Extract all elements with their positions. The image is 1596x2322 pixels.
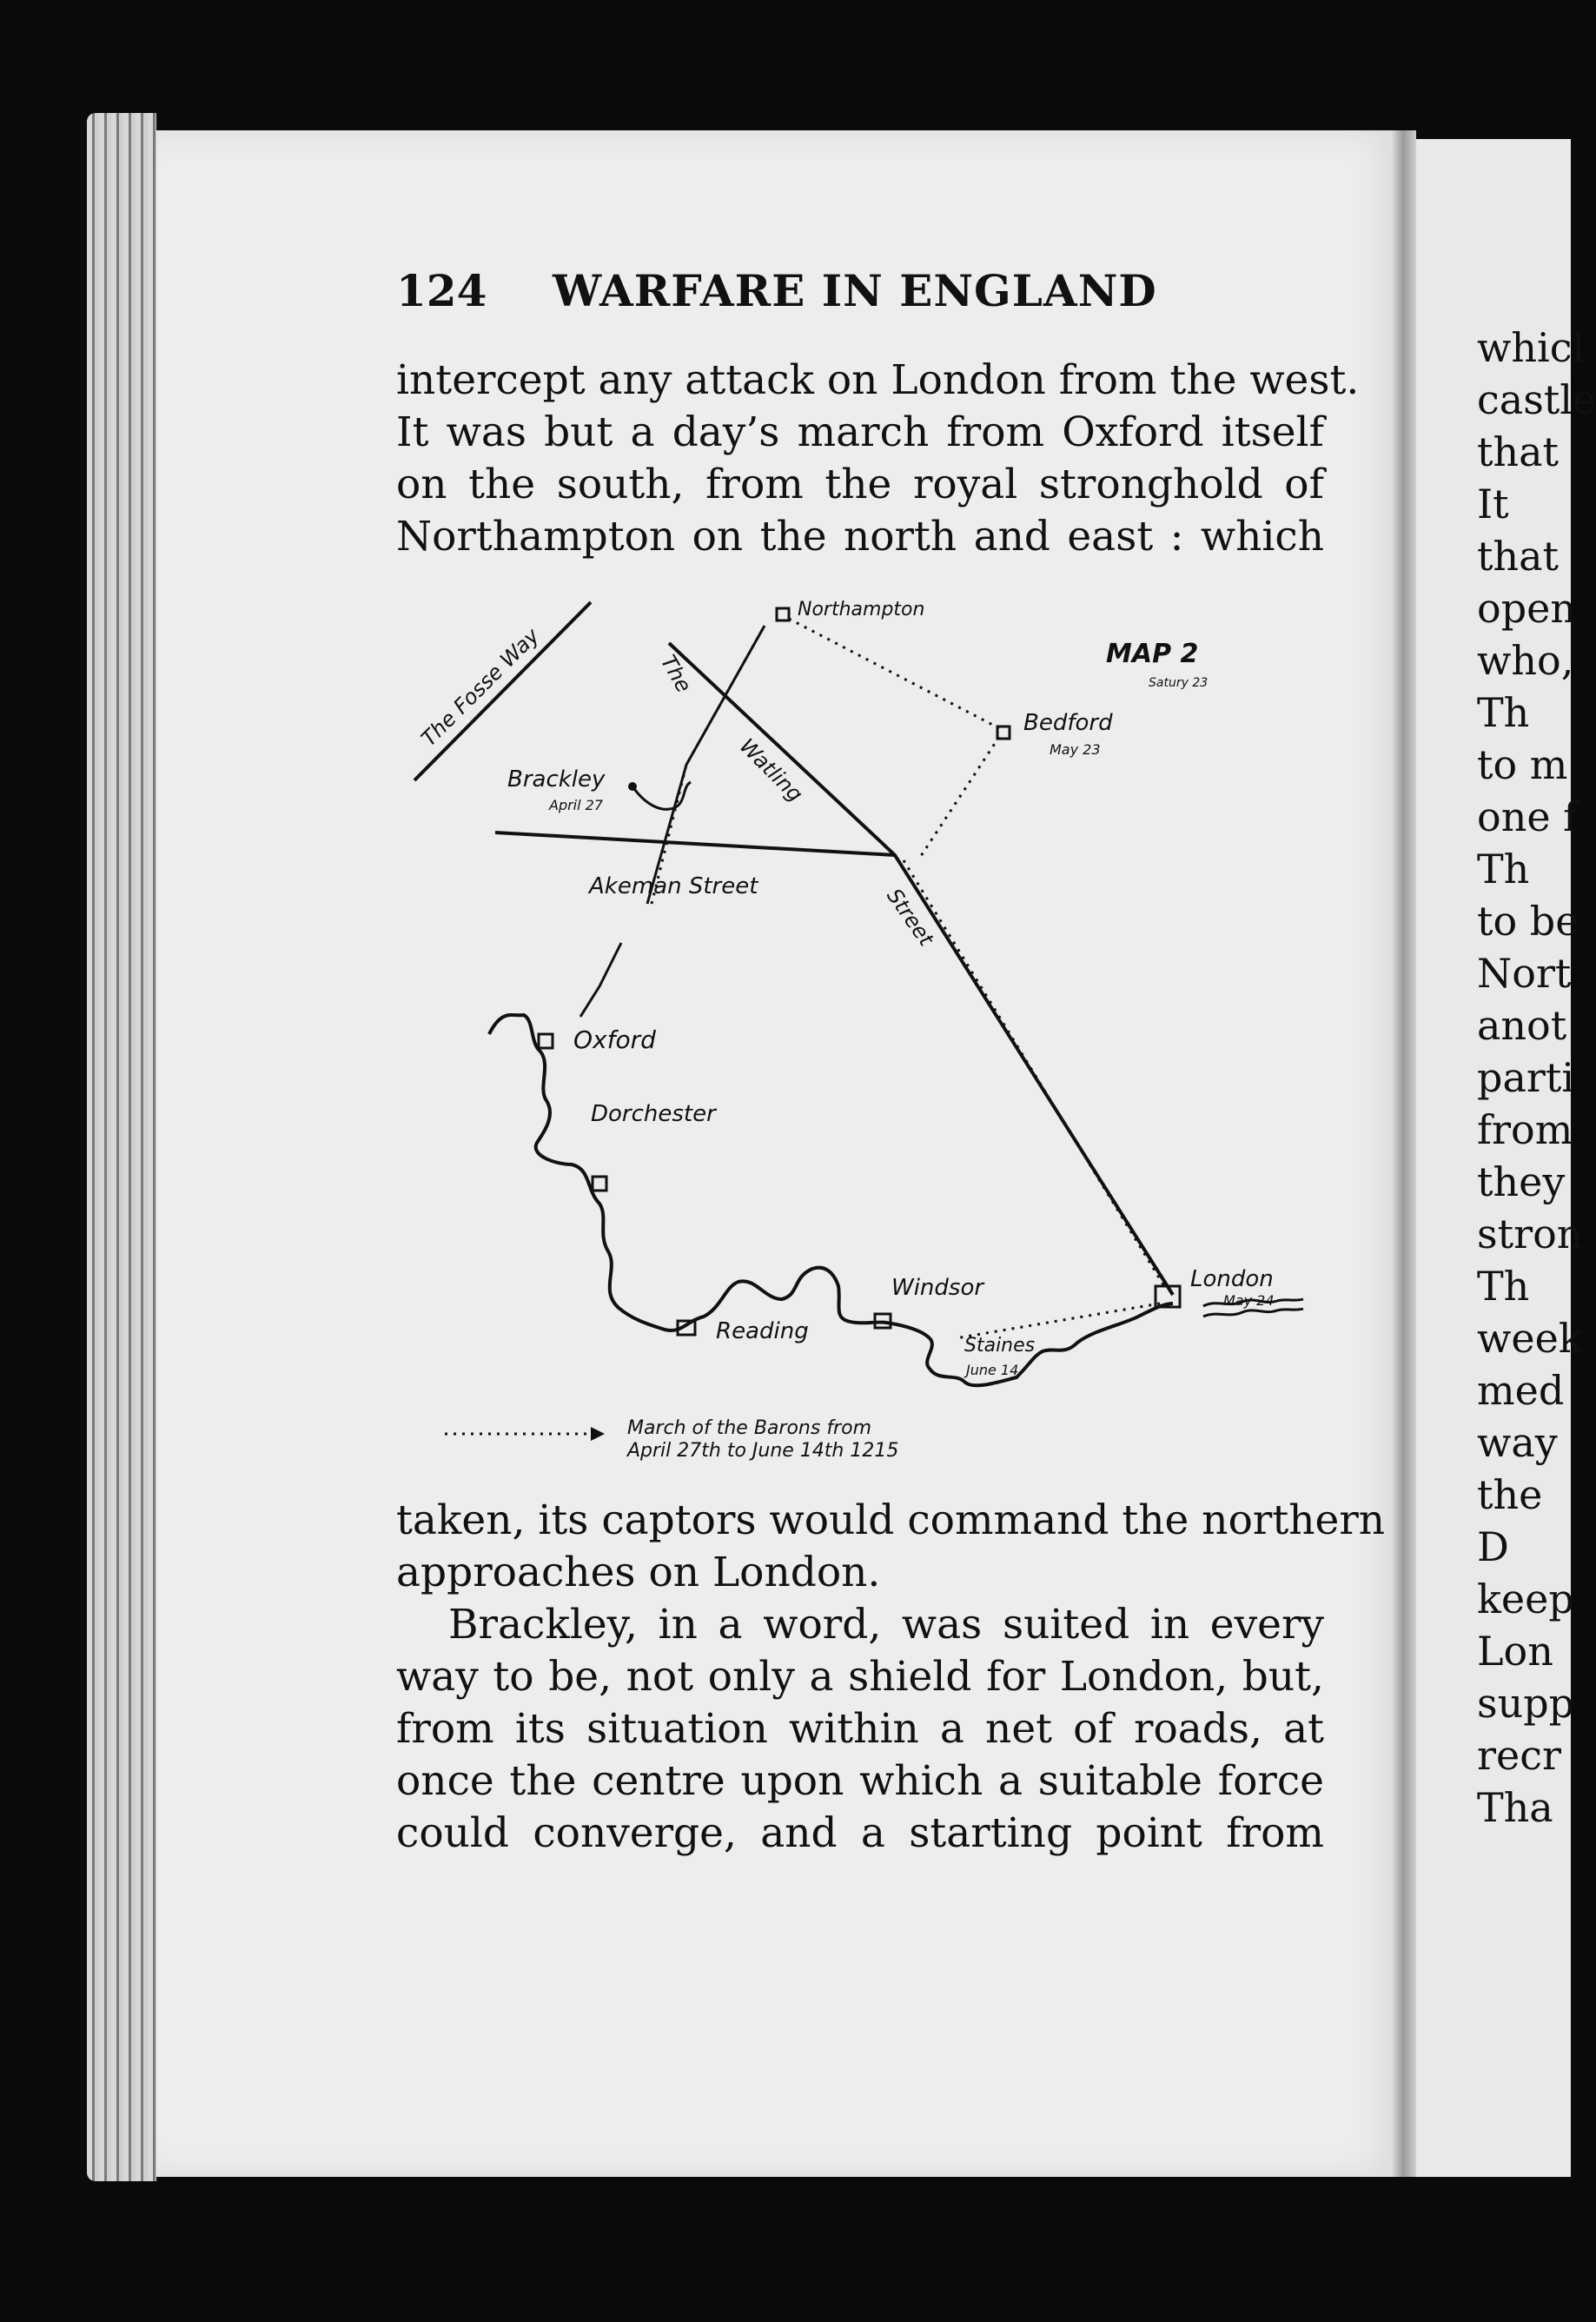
right-line: parti [1477, 1054, 1575, 1101]
northampton-label: Northampton [798, 599, 925, 620]
text-line: Brackley, in a word, was suited in every [448, 1601, 1324, 1649]
right-line: recr [1477, 1732, 1561, 1779]
staines-date: June 14 [966, 1362, 1019, 1378]
bedford-date: May 23 [1050, 741, 1101, 758]
right-line: Th [1477, 689, 1530, 736]
legend-line-2: April 27th to June 14th 1215 [627, 1440, 899, 1462]
right-line: to m [1477, 741, 1568, 788]
right-line: supp [1477, 1680, 1575, 1727]
text-line: on the south, from the royal stronghold of [396, 461, 1324, 508]
text-line: taken, its captors would command the northern [396, 1496, 1386, 1544]
map-title-note: Satury 23 [1149, 676, 1209, 690]
march-route-from-bedford [921, 737, 999, 856]
right-line: stron [1477, 1211, 1583, 1257]
bedford-marker [997, 726, 1010, 739]
right-line: It [1477, 481, 1509, 527]
road-oxford-north [580, 943, 621, 1017]
dorchester-river-marker [593, 1177, 606, 1191]
akeman-street-road [495, 833, 895, 855]
bedford-label: Bedford [1023, 710, 1113, 736]
page-number: 124 [396, 265, 487, 316]
oxford-label: Oxford [573, 1025, 656, 1054]
right-line: from [1477, 1106, 1573, 1153]
right-line: that [1477, 428, 1560, 475]
running-head-title: WARFARE IN ENGLAND [553, 265, 1157, 316]
reading-label: Reading [716, 1318, 809, 1344]
right-page-text [1477, 322, 1596, 1834]
staines-label: Staines [964, 1335, 1036, 1357]
right-line: that [1477, 533, 1560, 580]
brackley-marker [628, 782, 637, 791]
right-line: week [1477, 1315, 1583, 1362]
oxford-marker [539, 1034, 553, 1048]
london-date: May 24 [1223, 1292, 1275, 1309]
watling-label-1: The [655, 651, 697, 697]
text-line: Northampton on the north and east : which [396, 513, 1324, 561]
right-line: open [1477, 585, 1576, 632]
text-after-map [396, 1495, 1386, 1860]
brackley-date: April 27 [549, 797, 604, 813]
river-thames [489, 1015, 1173, 1385]
right-line: Lon [1477, 1628, 1553, 1675]
watling-label-3: Street [882, 884, 939, 951]
text-line: It was but a day’s march from Oxford itself [396, 408, 1324, 456]
right-line: way [1477, 1419, 1558, 1466]
right-line: anot [1477, 1002, 1567, 1049]
text-line: approaches on London. [396, 1549, 881, 1596]
right-line: D [1477, 1523, 1509, 1570]
right-line: whicl [1477, 324, 1586, 371]
right-line: Tha [1477, 1784, 1553, 1831]
right-line: castle [1477, 376, 1596, 423]
march-route-to-bedford [789, 619, 999, 728]
dorchester-label: Dorchester [591, 1101, 716, 1127]
right-line: med [1477, 1367, 1565, 1414]
text-line: once the centre upon which a suitable force [396, 1757, 1324, 1805]
thames-estuary-2 [1203, 1309, 1303, 1317]
fosse-way-road [414, 602, 591, 780]
brackley-path [632, 782, 691, 809]
text-line: intercept any attack on London from the west. [396, 356, 1360, 404]
right-line: keep [1477, 1576, 1574, 1622]
right-line: Th [1477, 1263, 1530, 1310]
right-line: who, [1477, 637, 1574, 684]
akeman-label: Akeman Street [589, 873, 758, 899]
brackley-label: Brackley [507, 766, 606, 793]
right-line: they [1477, 1158, 1566, 1205]
text-line: from its situation within a net of roads, at [396, 1705, 1324, 1753]
northampton-marker [777, 608, 789, 620]
fosse-way-label: The Fosse Way [416, 623, 545, 752]
right-line: to be [1477, 898, 1579, 945]
map-title: MAP 2 [1106, 639, 1199, 669]
right-line: one f [1477, 793, 1579, 840]
legend-line-1: March of the Barons from [627, 1417, 871, 1439]
right-line: Nort [1477, 950, 1572, 997]
watling-label-2: Watling [734, 733, 808, 807]
right-line: Th [1477, 846, 1530, 892]
legend-arrowhead [591, 1427, 605, 1441]
windsor-label: Windsor [891, 1275, 984, 1301]
london-label: London [1190, 1266, 1274, 1292]
text-line: could converge, and a starting point from [396, 1809, 1324, 1857]
text-line: way to be, not only a shield for London, but, [396, 1653, 1324, 1701]
right-line: the [1477, 1471, 1543, 1518]
